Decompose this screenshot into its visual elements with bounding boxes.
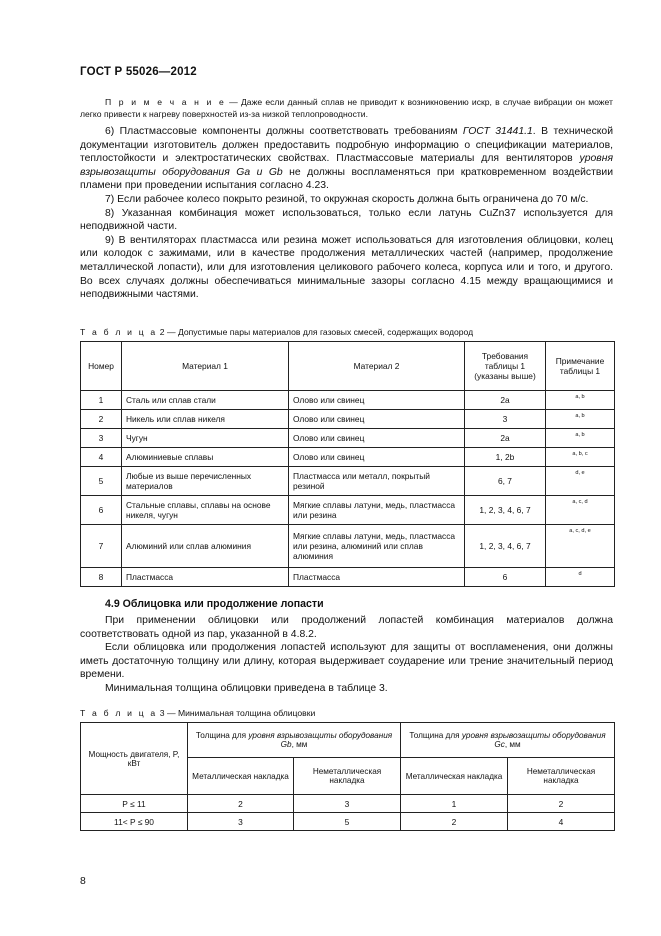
cell-gc-nonmetal: 4 (508, 813, 615, 831)
col-header-gc (401, 723, 615, 758)
cell-requirements: 6 (465, 568, 546, 587)
col-header-gc-nonmetal: Неметаллическая накладка (508, 758, 615, 795)
cell-material1: Пластмасса (122, 568, 289, 587)
cell-gc-metal: 1 (401, 795, 508, 813)
cell-material2: Мягкие сплавы латуни, медь, пластмасса или резина (289, 496, 465, 525)
cell-requirements: 3 (465, 410, 546, 429)
cell-number: 6 (81, 496, 122, 525)
gb-header-text-a: Толщина для (195, 731, 249, 740)
table-2 (80, 341, 615, 587)
table2-caption (80, 327, 473, 337)
section-title: 4.9 Облицовка или продолжение лопасти (105, 598, 324, 610)
cell-requirements: 1, 2, 3, 4, 6, 7 (465, 525, 546, 568)
table-row (81, 391, 615, 410)
paragraph-6 (80, 125, 613, 193)
cell-power: P ≤ 11 (81, 795, 188, 813)
cell-material1: Любые из выше перечисленных материалов (122, 467, 289, 496)
col-header-gb-nonmetal: Неметаллическая накладка (294, 758, 401, 795)
numbered-paragraphs (80, 125, 613, 302)
table2-caption-text: 2 — Допустимые пары материалов для газовых смесей, содержащих водород (157, 327, 474, 337)
paragraph-7: 7) Если рабочее колесо покрыто резиной, то окружная скорость должна быть ограничена до 70 м/с. (105, 193, 589, 205)
note-label: П р и м е ч а н и е (105, 97, 226, 107)
col-header-requirements: Требования таблицы 1 (указаны выше) (465, 342, 546, 391)
cell-note: d (546, 568, 615, 587)
cell-gb-nonmetal: 3 (294, 795, 401, 813)
cell-number: 5 (81, 467, 122, 496)
col-header-power: Мощность двигателя, P, кВт (81, 723, 188, 795)
col-header-material1: Материал 1 (122, 342, 289, 391)
cell-material2: Олово или свинец (289, 391, 465, 410)
cell-gb-nonmetal: 5 (294, 813, 401, 831)
cell-number: 7 (81, 525, 122, 568)
cell-note: a, c, d (546, 496, 615, 525)
cell-material2: Пластмасса или металл, покрытый резиной (289, 467, 465, 496)
table-row (81, 568, 615, 587)
section-paragraph-2: Если облицовка или продолжения лопастей используют для защиты от воспламенения, они должны иметь достаточную толщину или длину, которая выдерживает соударение или трение значительный период времени. (80, 642, 613, 681)
table3-caption (80, 708, 315, 718)
cell-gc-nonmetal: 2 (508, 795, 615, 813)
gost-reference-link[interactable]: ГОСТ 31441.1 (462, 126, 533, 137)
col-header-note: Примечание таблицы 1 (546, 342, 615, 391)
cell-requirements: 1, 2b (465, 448, 546, 467)
table3-caption-text: 3 — Минимальная толщина облицовки (157, 708, 316, 718)
cell-number: 4 (81, 448, 122, 467)
p6-text-a: 6) Пластмассовые компоненты должны соответствовать требованиям (105, 126, 463, 137)
cell-material2: Олово или свинец (289, 410, 465, 429)
cell-number: 3 (81, 429, 122, 448)
table-row (81, 525, 615, 568)
table-row (81, 448, 615, 467)
cell-requirements: 2a (465, 391, 546, 410)
table2-header-row (81, 342, 615, 391)
cell-requirements: 1, 2, 3, 4, 6, 7 (465, 496, 546, 525)
table-row (81, 813, 615, 831)
paragraph-8: 8) Указанная комбинация может использоваться, только если латунь CuZn37 используется для неподвижной части. (80, 207, 613, 233)
cell-number: 1 (81, 391, 122, 410)
p6-italic: уровня взрывозащиты оборудования Ga и Gb (80, 153, 613, 178)
cell-gb-metal: 2 (188, 795, 294, 813)
cell-power: 11< P ≤ 90 (81, 813, 188, 831)
cell-material1: Сталь или сплав стали (122, 391, 289, 410)
cell-material1: Чугун (122, 429, 289, 448)
cell-material2: Олово или свинец (289, 448, 465, 467)
cell-requirements: 2a (465, 429, 546, 448)
cell-note: a, b (546, 410, 615, 429)
cell-number: 2 (81, 410, 122, 429)
paragraph-9: 9) В вентиляторах пластмасса или резина может использоваться для изготовления облицовки, колец или колодок с зажимами, или в качестве продолжения металлических частей (например, продолжение металлической лопасти), или для изготовления целикового рабочего колеса, корпуса или и того, и другого. Во всех случаях должны обеспечиваться минимальные зазоры согласно 4.15 между вращающимися и неподвижными частями. (80, 234, 613, 301)
p6-text-c: не должны воспламеняться при кратковременном воздействии пламени при проведении испытания согласно 4.23. (80, 166, 613, 192)
gc-header-italic: уровня взрывозащиты оборудования Gc (461, 731, 606, 749)
cell-material2: Мягкие сплавы латуни, медь, пластмасса или резина, алюминий или сплав алюминия (289, 525, 465, 568)
table3-header-row-1 (81, 723, 615, 758)
note-text: — Даже если данный сплав не приводит к возникновению искр, в случае вибрации он может легко привести к нагреву поверхностей из-за низкой теплопроводности. (80, 97, 613, 120)
table-row (81, 496, 615, 525)
col-header-number: Номер (81, 342, 122, 391)
page-number: 8 (80, 876, 86, 887)
cell-note: a, b, c (546, 448, 615, 467)
gc-header-text-b: , мм (504, 740, 521, 749)
cell-material1: Стальные сплавы, сплавы на основе никеля, чугун (122, 496, 289, 525)
document-header: ГОСТ Р 55026—2012 (80, 66, 197, 78)
cell-requirements: 6, 7 (465, 467, 546, 496)
gb-header-text-b: , мм (291, 740, 308, 749)
cell-material1: Алюминиевые сплавы (122, 448, 289, 467)
cell-note: a, c, d, e (546, 525, 615, 568)
cell-gb-metal: 3 (188, 813, 294, 831)
col-header-gc-metal: Металлическая накладка (401, 758, 508, 795)
gb-header-italic: уровня взрывозащиты оборудования Gb (248, 731, 393, 749)
col-header-gb-metal: Металлическая накладка (188, 758, 294, 795)
col-header-material2: Материал 2 (289, 342, 465, 391)
table-row (81, 467, 615, 496)
p6-text-b: . В технической документации изготовитель должен предоставить подробную информацию о спецификации материалов, теплостойкости и электростатических свойствах. Пластмассовые материалы для вентиляторов (80, 126, 614, 165)
table-row (81, 795, 615, 813)
table-3 (80, 722, 615, 831)
table3-caption-label: Т а б л и ц а (80, 708, 158, 718)
table2-caption-label: Т а б л и ц а (80, 327, 158, 337)
cell-material1: Алюминий или сплав алюминия (122, 525, 289, 568)
cell-number: 8 (81, 568, 122, 587)
col-header-gb (188, 723, 401, 758)
cell-material2: Олово или свинец (289, 429, 465, 448)
cell-note: a, b (546, 391, 615, 410)
section-paragraphs (80, 614, 613, 696)
table-row (81, 429, 615, 448)
section-paragraph-1: При применении облицовки или продолжений лопастей комбинация материалов должна соответствовать одной из пар, указанной в 4.8.2. (80, 615, 613, 640)
note-paragraph (80, 96, 613, 121)
cell-note: a, b (546, 429, 615, 448)
gc-header-text-a: Толщина для (409, 731, 462, 740)
section-paragraph-3: Минимальная толщина облицовки приведена в таблице 3. (105, 682, 388, 694)
table-row (81, 410, 615, 429)
cell-gc-metal: 2 (401, 813, 508, 831)
cell-material1: Никель или сплав никеля (122, 410, 289, 429)
cell-material2: Пластмасса (289, 568, 465, 587)
cell-note: d, e (546, 467, 615, 496)
